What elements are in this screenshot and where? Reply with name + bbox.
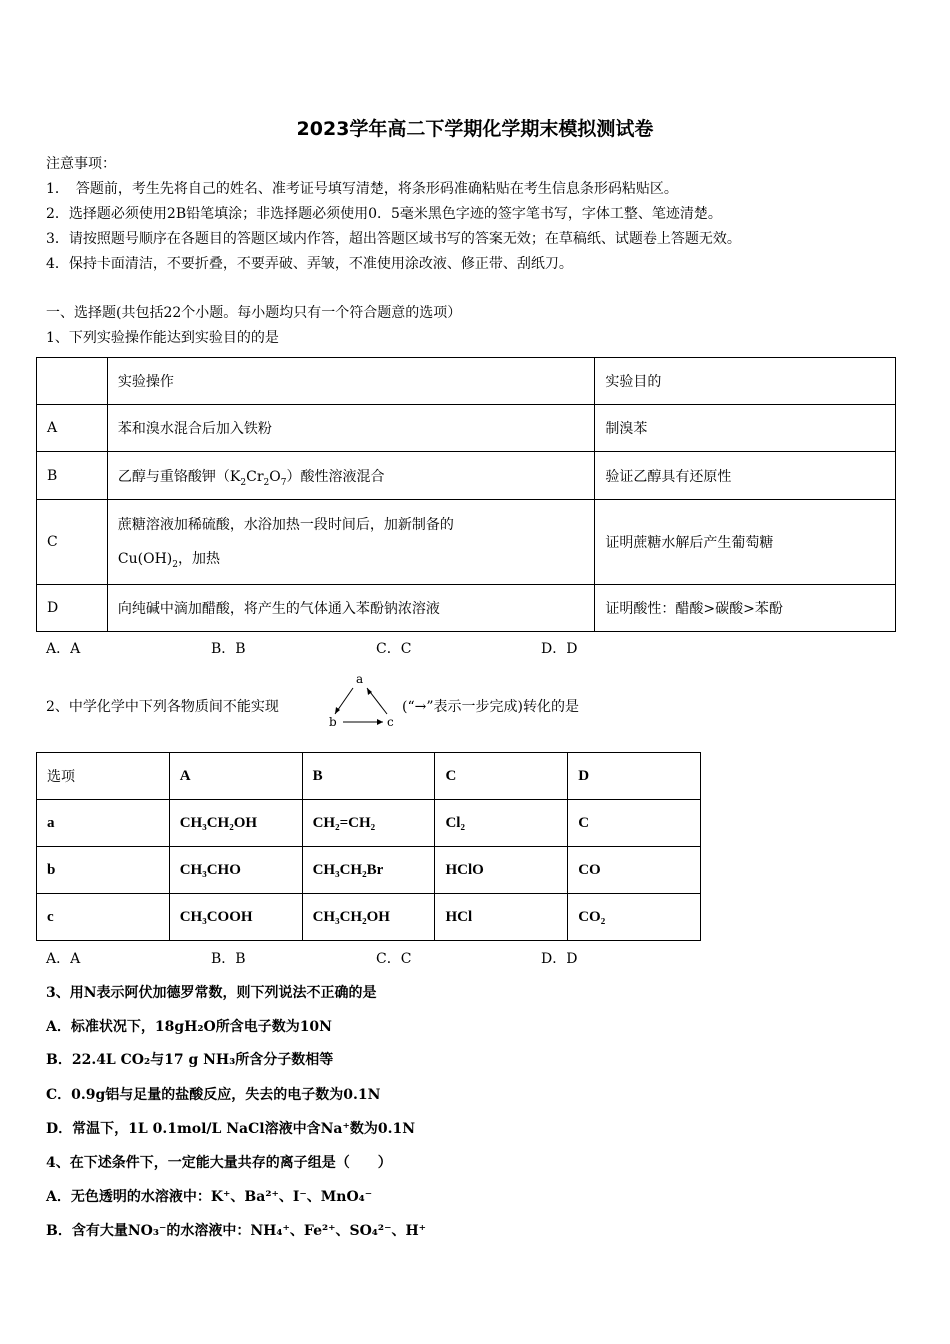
table-cell [107,452,594,500]
option-c[interactable]: C．C [376,951,412,967]
subscript: 2 [240,477,247,488]
table-row [37,585,896,632]
notice-item: 4．保持卡面清洁，不要折叠，不要弄破、弄皱，不准使用涂改液、修正带、刮纸刀。 [46,256,573,272]
table-cell: D [568,753,701,800]
q2-options [46,948,577,968]
table-cell: A [169,753,302,800]
table-cell: 向纯碱中滴加醋酸，将产生的气体通入苯酚钠浓溶液 [107,585,594,632]
option-d[interactable]: D．D [541,641,578,657]
table-cell: CO₂ [568,894,701,941]
q4-stem: 4、在下述条件下，一定能大量共存的离子组是（ ） [46,1155,392,1171]
option-b[interactable]: B．含有大量NO₃⁻的水溶液中：NH₄⁺、Fe²⁺、SO₄²⁻、H⁺ [46,1223,427,1239]
q1-stem: 1、下列实验操作能达到实验目的的是 [46,330,279,346]
table-row [37,452,896,500]
table-cell: a [37,800,170,847]
formula-text: Cu(OH) [117,551,173,567]
q2-stem-post: (“→”表示一步完成)转化的是 [402,699,579,715]
table-row [37,500,896,585]
table-cell: 实验操作 [107,358,594,405]
table-cell: CH₃CHO [169,847,302,894]
table-cell: B [302,753,435,800]
table-cell: CH₃CH₂OH [169,800,302,847]
option-b[interactable]: B．B [211,951,246,967]
node-a: a [356,672,364,686]
table-cell: B [37,452,108,500]
option-d[interactable]: D．常温下，1L 0.1mol/L NaCl溶液中含Na⁺数为0.1N [46,1121,415,1137]
subscript: 2 [172,559,178,570]
formula-text: Cr [246,468,264,485]
node-c: c [387,715,394,729]
table-cell: HCl [435,894,568,941]
table-cell: HClO [435,847,568,894]
subscript: 2 [263,477,270,488]
table-cell: 验证乙醇具有还原性 [595,452,896,500]
table-cell [37,358,108,405]
table-cell: CO [568,847,701,894]
table-row [37,847,701,894]
table-cell: CH₃COOH [169,894,302,941]
table-cell: 选项 [37,753,170,800]
table-cell: CH₂=CH₂ [302,800,435,847]
table-cell: Cl₂ [435,800,568,847]
option-a[interactable]: A．A [46,641,81,657]
table-cell: C [37,500,108,585]
q2-table [36,752,701,941]
q3-stem: 3、用N表示阿伏加德罗常数，则下列说法不正确的是 [46,985,377,1001]
option-a[interactable]: A．标准状况下，18gH₂O所含电子数为10N [46,1019,332,1035]
table-cell: 苯和溴水混合后加入铁粉 [107,405,594,452]
option-b[interactable]: B．22.4L CO₂与17 g NH₃所含分子数相等 [46,1052,334,1068]
notice-item: 3．请按照题号顺序在各题目的答题区域内作答，超出答题区域书写的答案无效；在草稿纸、试题卷上答题无效。 [46,231,741,247]
table-header-row [37,358,896,405]
table-cell: b [37,847,170,894]
table-cell: 证明蔗糖水解后产生葡萄糖 [595,500,896,585]
triangle-conversion-diagram [325,670,400,732]
table-cell [107,500,594,585]
arrowhead-icon [377,719,383,725]
formula-text: 乙醇与重铬酸钾（K [117,468,241,485]
table-cell: C [435,753,568,800]
option-b[interactable]: B．B [211,641,246,657]
option-a[interactable]: A．无色透明的水溶液中：K⁺、Ba²⁺、I⁻、MnO₄⁻ [46,1189,373,1205]
q2-stem-pre: 2、中学化学中下列各物质间不能实现 [46,699,279,715]
table-row [37,800,701,847]
node-b: b [329,715,337,729]
table-cell: CH₃CH₂OH [302,894,435,941]
notice-item: 2．选择题必须使用2B铅笔填涂；非选择题必须使用0．5毫米黑色字迹的签字笔书写，字体工整、笔迹清楚。 [46,206,722,222]
option-d[interactable]: D．D [541,951,578,967]
formula-text: ，加热 [178,551,220,567]
cell-line [118,542,594,576]
table-cell: A [37,405,108,452]
notice-item: 1． 答题前，考生先将自己的姓名、准考证号填写清楚，将条形码准确粘贴在考生信息条形码粘贴区。 [46,181,678,197]
page-title: 2023学年高二下学期化学期末模拟测试卷 [296,118,654,140]
table-cell: D [37,585,108,632]
q1-table [36,357,896,632]
table-cell: 证明酸性：醋酸>碳酸>苯酚 [595,585,896,632]
table-row [37,405,896,452]
option-c[interactable]: C．0.9g铝与足量的盐酸反应，失去的电子数为0.1N [46,1087,381,1103]
q1-options [46,638,577,658]
table-cell: C [568,800,701,847]
table-cell: CH₃CH₂Br [302,847,435,894]
option-c[interactable]: C．C [376,641,412,657]
notice-heading: 注意事项： [46,156,116,172]
table-row [37,894,701,941]
section-heading: 一、选择题(共包括22个小题。每小题均只有一个符合题意的选项） [46,305,462,321]
subscript: 7 [280,477,287,488]
table-cell: 制溴苯 [595,405,896,452]
formula-text: ）酸性溶液混合 [286,468,385,485]
table-cell: 实验目的 [595,358,896,405]
table-cell: c [37,894,170,941]
option-a[interactable]: A．A [46,951,81,967]
formula-text: O [269,468,281,485]
table-header-row [37,753,701,800]
cell-line: 蔗糖溶液加稀硫酸，水浴加热一段时间后，加新制备的 [117,517,454,533]
